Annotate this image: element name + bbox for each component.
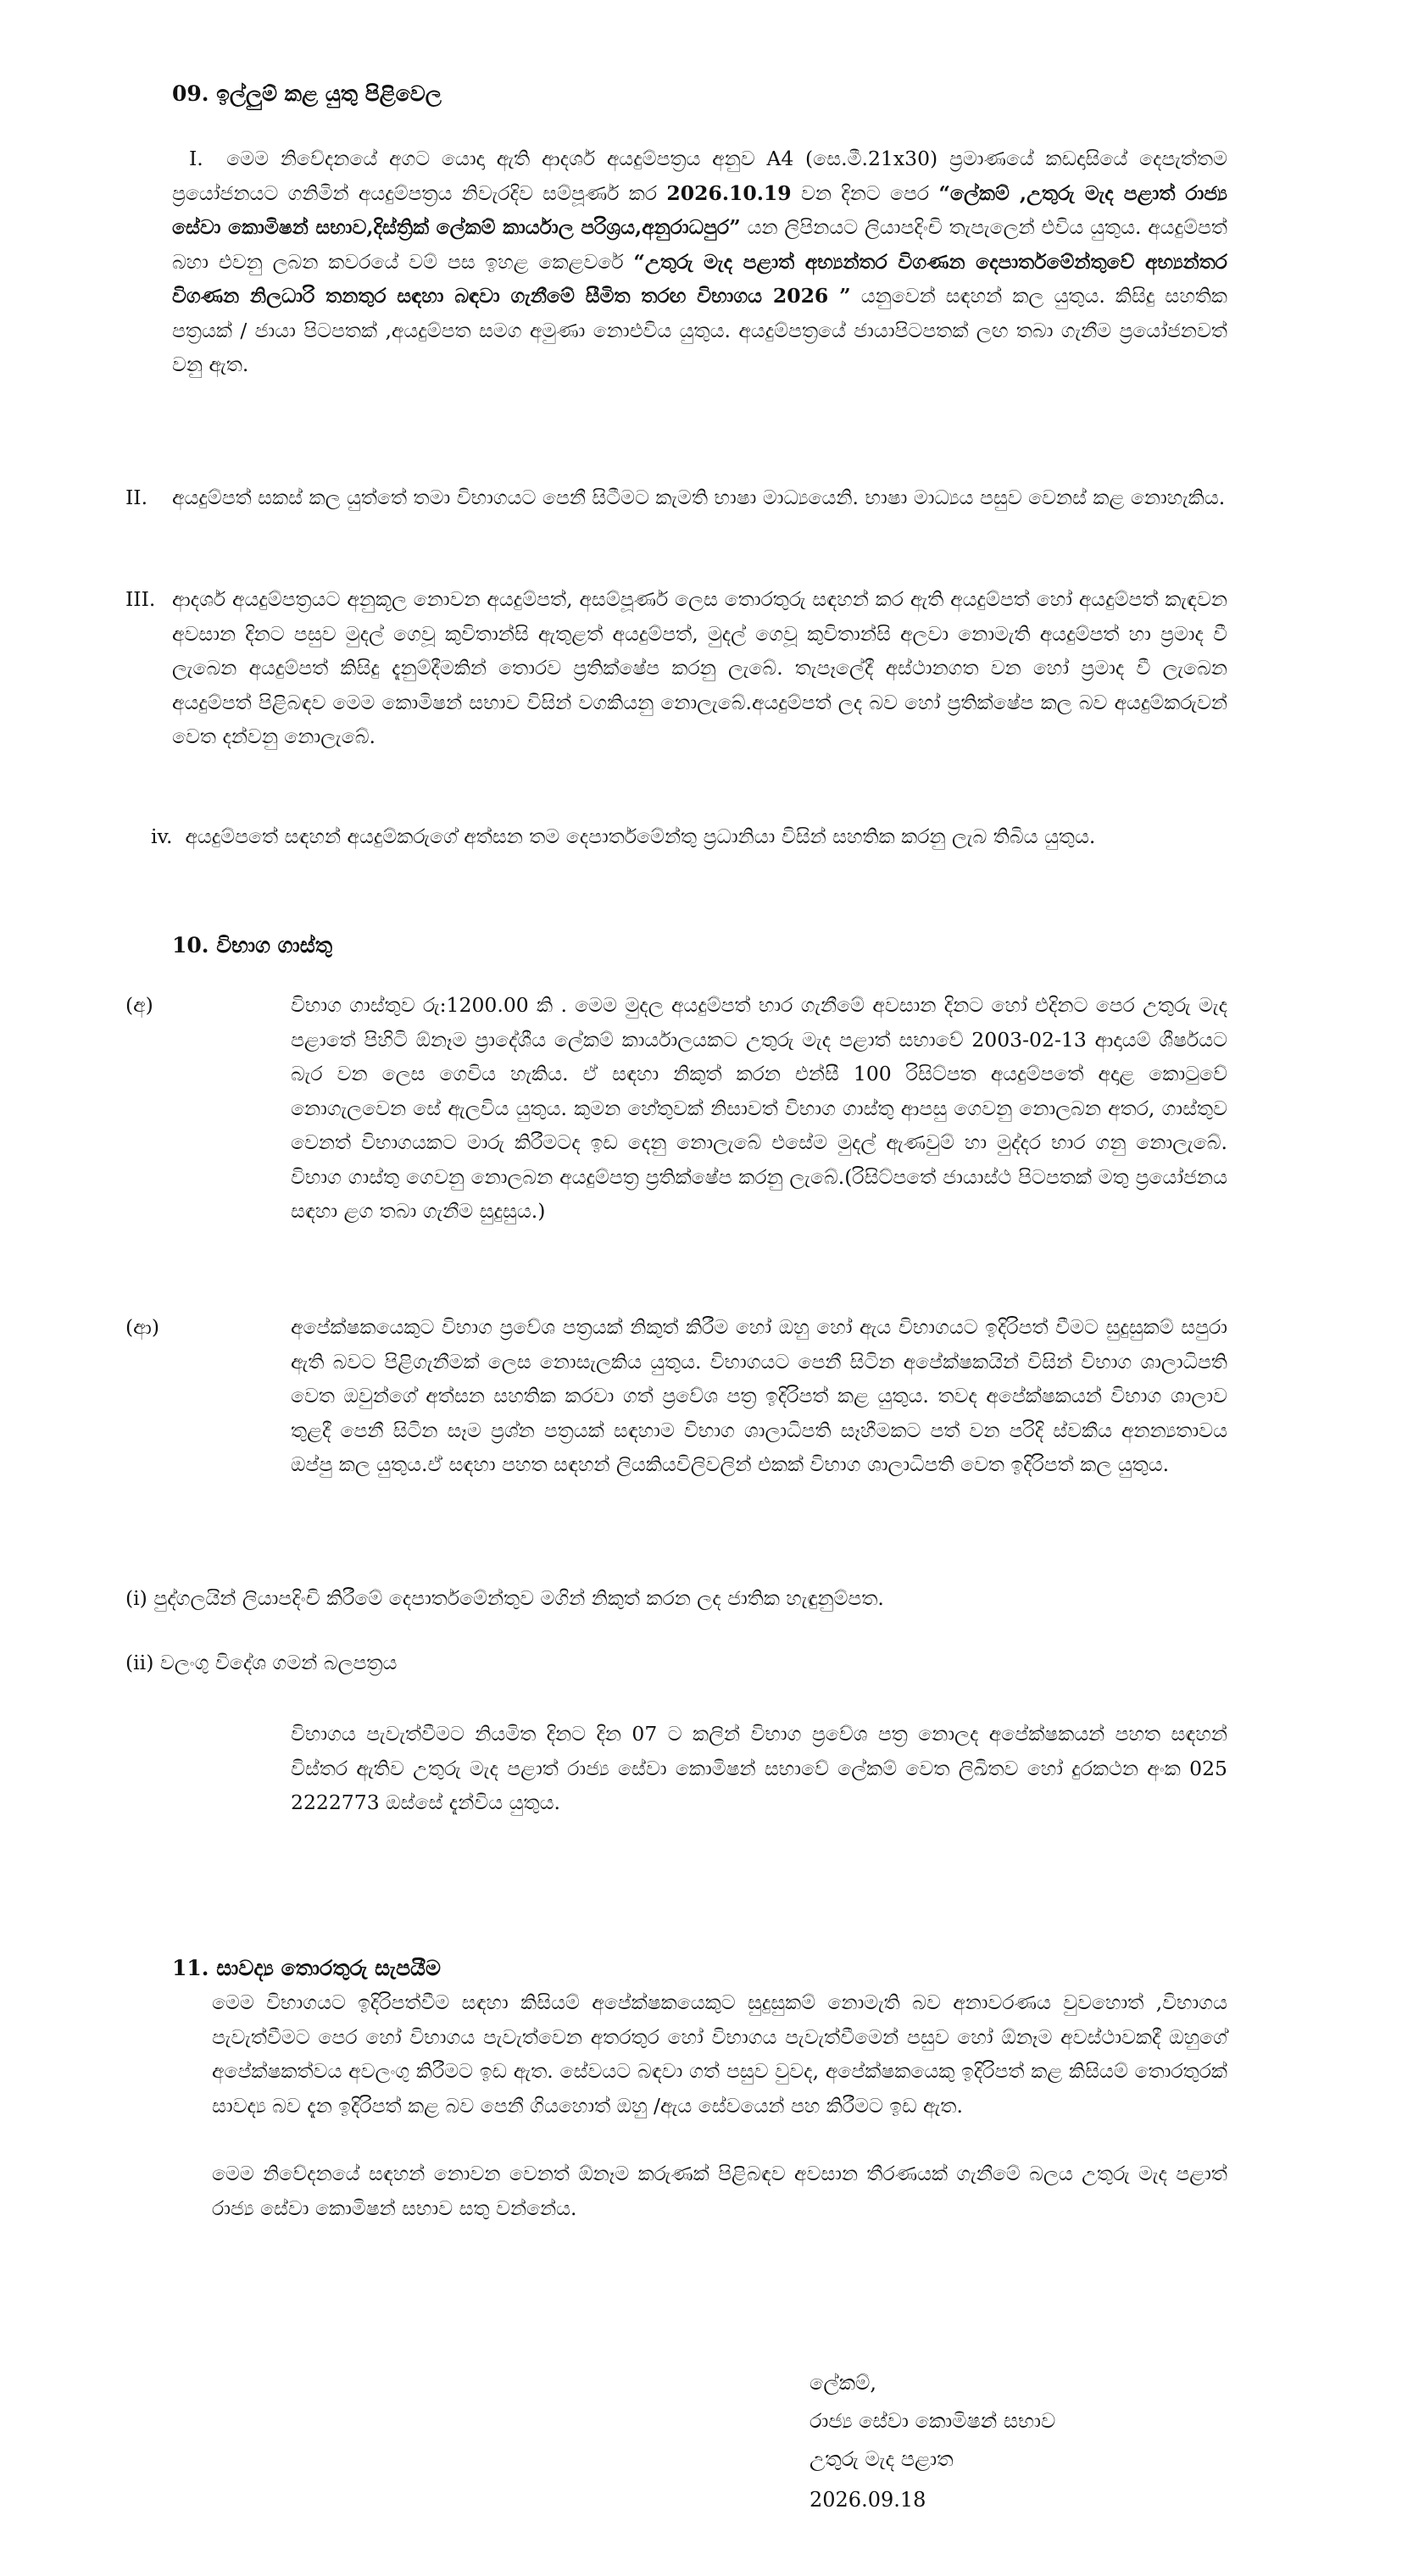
signature-date: 2026.09.18 bbox=[809, 2488, 926, 2512]
para-3-marker: III. bbox=[125, 587, 156, 611]
section-11-heading: 11. සාවද්‍ය තොරතුරු සැපයීම bbox=[172, 1956, 441, 1980]
fee-a-text: විභාග ගාස්තුව රු:1200.00 කි . මෙම මුදල අයදුම්පත් භාර ගැනීමේ අවසාන දිනට හෝ එදිනට පෙර උතුරු මැද පළාතේ පිහිටි ඕනෑම ප්‍රාදේශීය ලේකම් කාර්යාලයකට උතුරු මැද පළාත් සභාවේ 2003-02-13 ආදායම් ශීර්ෂයට බැර වන ලෙස ගෙවිය හැකිය. ඒ සඳහා නිකුත් කරන එන්සී 100 රිසිට්පත අයදුම්පතේ අදාළ කොටුවේ නොගැලවෙන සේ ඇලවිය යුතුය. කුමන හේතුවක් නිසාවත් විභාග ගාස්තු ආපසු ගෙවනු නොලබන අතර, ගාස්තුව වෙනත් විභාගයකට මාරු කිරීමටද ඉඩ දෙනු නොලැබේ එසේම මුදල් ඇණවුම් හා මුද්දර භාර ගනු නොලැබේ. විභාග ගාස්තු ගෙවනු නොලබන අයදුම්පත්‍ර ප්‍රතික්ෂේප කරනු ලැබේ.(රිසිට්පතේ ජායාස්ථ පිටපතක් මතු ප්‍රයෝජනය සඳහා ළග තබා ගැනීම සුදුසුය.) bbox=[291, 993, 1227, 1223]
section-09-heading: 09. ඉල්ලුම් කළ යුතු පිළිවෙල bbox=[172, 81, 442, 106]
id-document-2: (ii) වලංගු විදේශ ගමන් බලපත්‍රය bbox=[125, 1651, 398, 1674]
section-09-para-2: අයදුම්පත් සකස් කල යුත්තේ තමා විභාගයට පෙනී සිටීමට කැමති භාෂා මාධ්‍යයෙනි. භාෂා මාධ්‍යය පසුව වෙනස් කළ නොහැකිය. bbox=[172, 486, 1226, 509]
para-1-date: 2026.10.19 bbox=[666, 180, 792, 205]
false-info-para-2: මෙම නිවේදනයේ සඳහන් නොවන වෙනත් ඕනෑම කරුණක් පිළිබඳව අවසාන තීරණයක් ගැනීමේ බලය උතුරු මැද පළාත් රාජ්‍ය සේවා කොමිෂන් සභාව සතු වන්නේය. bbox=[212, 2162, 1227, 2220]
para-4-marker: iv. bbox=[151, 824, 173, 848]
para-2-marker: II. bbox=[125, 486, 148, 509]
signature-province: උතුරු මැද පළාත bbox=[809, 2447, 954, 2471]
para-1-marker: I. bbox=[189, 147, 203, 170]
fee-aa-text: අපේක්ෂකයෙකුට විභාග ප්‍රවේශ පත්‍රයක් නිකුත් කිරීම හෝ ඔහු හෝ ඇය විභාගයට ඉදිරිපත් වීමට සුදුසුකම් සපුරා ඇති බවට පිළිගැනීමක් ලෙස නොසැලකිය යුතුය. විභාගයට පෙනී සිටින අපේක්ෂකයින් විසින් විභාග ශාලාධිපති වෙත ඔවුන්ගේ අත්සන සහතික කරවා ගත් ප්‍රවේශ පත්‍ර ඉදිරිපත් කළ යුතුය. තවද අපේක්ෂකයන් විභාග ශාලාව තුළදී පෙනී සිටින සෑම ප්‍රශ්න පත්‍රයක් සඳහාම විභාග ශාලාධිපති සෑහීමකට පත් වන පරිදි ස්වකීය අනන්‍යතාවය ඔප්පු කල යුතුය.ඒ සඳහා පහත සඳහන් ලියකියවිලිවලින් එකක් විභාග ශාලාධිපති වෙත ඉදිරිපත් කල යුතුය. bbox=[291, 1315, 1227, 1476]
signature-office: රාජ්‍ය සේවා කොමිෂන් සභාව bbox=[809, 2409, 1056, 2433]
section-09-para-3: ආදර්ශ අයදුම්පත්‍රයට අනුකූල නොවන අයදුම්පත්, අසම්පූර්ණ ලෙස තොරතුරු සඳහන් කර ඇති අයදුම්පත් හෝ අයදුම්පත් කැඳවන අවසාන දිනට පසුව මුදල් ගෙවූ කුවිතාන්සි ඇතුළත් අයදුම්පත්, මුදල් ගෙවූ කුවිතාන්සි අලවා නොමැති අයදුම්පත් හා ප්‍රමාද වී ලැබෙන අයදුම්පත් කිසිදු දැනුම්දීමකින් තොරව ප්‍රතික්ෂේප කරනු ලැබේ. තැපෑලේදී අස්ථානගත වන හෝ ප්‍රමාද වී ලැබෙන අයදුම්පත් පිළිබඳව මෙම කොමිෂන් සභාව විසින් වගකියනු නොලැබේ.අයදුම්පත් ලද බව හෝ ප්‍රතික්ෂේප කල බව අයදුම්කරුවන් වෙත දන්වනු නොලැබේ. bbox=[172, 587, 1227, 748]
para-1-address: “ලේකම් ,උතුරු මැද පළාත් රාජ්‍ය සේවා කොමිෂන් සභාව,දිස්ත්‍රික් ලේකම් කාර්යාල පරිශ්‍රය,අනුරාධපුර” bbox=[172, 180, 1227, 239]
section-09-para-1 bbox=[172, 142, 1227, 382]
para-1-text-d: යනුවෙන් සඳහන් කල යුතුය. කිසිදු සහතික පත්‍රයක් / ජායා පිටපතක් ,අයදුම්පත සමග අමුණා නොඑවිය යුතුය. අයදුම්පත්‍රයේ ජායාපිටපතක් ලඟ තබා ගැනීම ප්‍රයෝජනවත් වනු ඇත. bbox=[172, 284, 1227, 376]
false-info-para-1: මෙම විභාගයට ඉදිරිපත්වීම සඳහා කිසියම් අපේක්ෂකයෙකුට සුදුසුකම් නොමැති බව අනාවරණය වුවහොත් ,විභාගය පැවැත්වීමට පෙර හෝ විභාගය පැවැත්වෙන අතරතුර හෝ විභාගය පැවැත්වීමෙන් පසුව හෝ ඕනෑම අවස්ථාවකදී ඔහුගේ අපේක්ෂකත්වය අවලංගු කිරීමට ඉඩ ඇත. සේවයට බඳවා ගත් පසුව වුවද, අපේක්ෂකයෙකු ඉදිරිපත් කළ කිසියම් තොරතුරක් සාවද්‍ය බව දැන ඉදිරිපත් කළ බව පෙනී ගියහොත් ඔහු /ඇය සේවයෙන් පහ කිරීමට ඉඩ ඇත. bbox=[212, 1990, 1227, 2118]
admission-notice: විභාගය පැවැත්වීමට නියමිත දිනට දින 07 ට කලින් විභාග ප්‍රවේශ පත්‍ර නොලද අපේක්ෂකයන් පහත සඳහන් විස්තර ඇතිව උතුරු මැද පළාත් රාජ්‍ය සේවා කොමිෂන් සභාවේ ලේකම් වෙත ලිඛිතව හෝ දුරකථන අංක 025 2222773 ඔස්සේ දැන්විය යුතුය. bbox=[291, 1722, 1227, 1814]
section-10-heading: 10. විභාග ගාස්තු bbox=[172, 933, 333, 958]
section-09-para-4 bbox=[151, 819, 1227, 854]
signature-title: ලේකම්, bbox=[809, 2371, 877, 2395]
para-1-text-c: යන ලිපිනයට ලියාපදිංචි තැපැලෙන් එවිය යුතුය. අයදුම්පත් බහා එවනු ලබන කවරයේ වම් පස ඉහළ කෙළවරේ bbox=[172, 215, 1227, 274]
fee-a-marker: (අ) bbox=[125, 993, 153, 1017]
para-4-text: අයදුම්පතේ සඳහන් අයදුම්කරුගේ අත්සන තම දෙපාර්තමේන්තු ප්‍රධානියා විසින් සහතික කරනු ලැබ තිබිය යුතුය. bbox=[185, 824, 1096, 848]
para-1-text-b: වන දිනට පෙර bbox=[791, 180, 939, 205]
fee-aa-marker: (ආ) bbox=[125, 1315, 160, 1339]
para-1-text-a: මෙම නිවේදනයේ අගට යොදා ඇති ආදර්ශ අයදුම්පත්‍රය අනුව A4 (සෙ.මී.21x30) ප්‍රමාණයේ කඩදාසියේ දෙපැත්තම ප්‍රයෝජනයට ගනිමින් අයදුම්පත්‍රය නිවැරදිව සම්පූර්ණ කර bbox=[172, 147, 1227, 205]
id-document-1: (i) පුද්ගලයින් ලියාපදිංචි කිරීමේ දෙපාර්තමේන්තුව මගින් නිකුත් කරන ලද ජාතික හැඳුනුම්පත. bbox=[125, 1586, 884, 1610]
para-1-envelope-title: “උතුරු මැද පළාත් අභ්‍යන්තර විගණන දෙපාර්තමේන්තුවේ අභ්‍යන්තර විගණන නිලධාරි තනතුර සඳහා බඳවා ගැනීමේ සීමිත තරඟ විභාගය 2026 ” bbox=[172, 249, 1227, 308]
